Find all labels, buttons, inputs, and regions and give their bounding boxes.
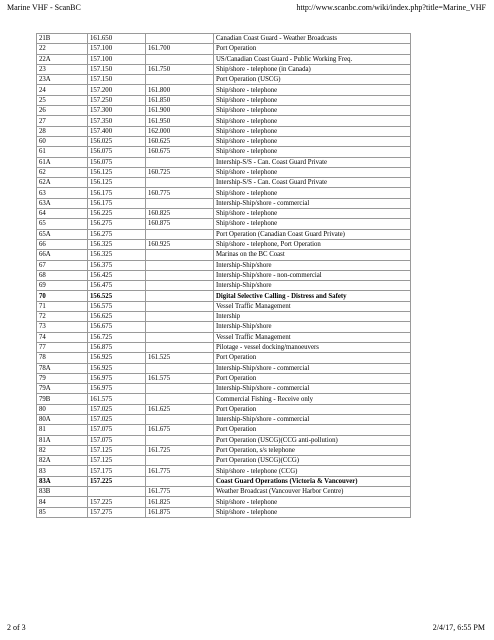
channel-cell: 80A (37, 414, 88, 424)
shore-tx-frequency-cell (146, 291, 214, 301)
page-header-title: Marine VHF - ScanBC (7, 3, 81, 12)
description-cell: Coast Guard Operations (Victoria & Vancouver) (214, 476, 411, 486)
channel-cell: 74 (37, 332, 88, 342)
channel-cell: 65A (37, 229, 88, 239)
channel-cell: 66A (37, 250, 88, 260)
ship-tx-frequency-cell: 157.200 (88, 85, 146, 95)
description-cell: Intership-Ship/shore (214, 260, 411, 270)
table-row (37, 219, 411, 229)
ship-tx-frequency-cell: 156.025 (88, 136, 146, 146)
description-cell: Port Operation (USCG)(CCG anti-pollution) (214, 435, 411, 445)
ship-tx-frequency-cell: 157.225 (88, 497, 146, 507)
channel-cell: 71 (37, 301, 88, 311)
channel-cell: 26 (37, 106, 88, 116)
channel-cell: 22 (37, 44, 88, 54)
shore-tx-frequency-cell: 161.575 (146, 373, 214, 383)
table-row (37, 281, 411, 291)
channel-table (36, 33, 411, 518)
channel-cell: 66 (37, 239, 88, 249)
channel-cell: 79A (37, 384, 88, 394)
description-cell: Marinas on the BC Coast (214, 250, 411, 260)
description-cell: Weather Broadcast (Vancouver Harbor Centre) (214, 487, 411, 497)
ship-tx-frequency-cell: 157.125 (88, 456, 146, 466)
description-cell: Canadian Coast Guard - Weather Broadcasts (214, 34, 411, 44)
channel-cell: 67 (37, 260, 88, 270)
shore-tx-frequency-cell (146, 322, 214, 332)
table-row (37, 394, 411, 404)
channel-cell: 60 (37, 136, 88, 146)
shore-tx-frequency-cell (146, 54, 214, 64)
table-row (37, 64, 411, 74)
description-cell: Ship/shore - telephone (214, 147, 411, 157)
channel-cell: 72 (37, 312, 88, 322)
table-row (37, 229, 411, 239)
shore-tx-frequency-cell (146, 456, 214, 466)
channel-cell: 24 (37, 85, 88, 95)
shore-tx-frequency-cell (146, 332, 214, 342)
table-row (37, 322, 411, 332)
shore-tx-frequency-cell: 162.000 (146, 126, 214, 136)
shore-tx-frequency-cell: 160.625 (146, 136, 214, 146)
ship-tx-frequency-cell: 156.175 (88, 188, 146, 198)
description-cell: Ship/shore - telephone (214, 219, 411, 229)
table-row (37, 147, 411, 157)
channel-cell: 28 (37, 126, 88, 136)
channel-cell: 61 (37, 147, 88, 157)
ship-tx-frequency-cell: 157.275 (88, 507, 146, 517)
ship-tx-frequency-cell: 156.875 (88, 342, 146, 352)
shore-tx-frequency-cell: 161.950 (146, 116, 214, 126)
channel-cell: 82A (37, 456, 88, 466)
description-cell: Ship/shore - telephone (214, 209, 411, 219)
ship-tx-frequency-cell: 157.175 (88, 466, 146, 476)
description-cell: Intership-S/S - Can. Coast Guard Private (214, 157, 411, 167)
table-row (37, 497, 411, 507)
channel-cell: 79 (37, 373, 88, 383)
description-cell: Port Operation (Canadian Coast Guard Private) (214, 229, 411, 239)
ship-tx-frequency-cell: 156.925 (88, 353, 146, 363)
shore-tx-frequency-cell: 160.925 (146, 239, 214, 249)
description-cell: Commercial Fishing - Receive only (214, 394, 411, 404)
shore-tx-frequency-cell: 161.625 (146, 404, 214, 414)
ship-tx-frequency-cell: 156.075 (88, 147, 146, 157)
shore-tx-frequency-cell (146, 312, 214, 322)
description-cell: US/Canadian Coast Guard - Public Working Freq. (214, 54, 411, 64)
channel-cell: 83B (37, 487, 88, 497)
description-cell: Digital Selective Calling - Distress and Safety (214, 291, 411, 301)
shore-tx-frequency-cell (146, 75, 214, 85)
description-cell: Pilotage - vessel docking/manoeuvers (214, 342, 411, 352)
table-row (37, 250, 411, 260)
description-cell: Ship/shore - telephone (214, 116, 411, 126)
shore-tx-frequency-cell: 160.875 (146, 219, 214, 229)
channel-cell: 21B (37, 34, 88, 44)
table-row (37, 157, 411, 167)
description-cell: Port Operation (214, 425, 411, 435)
ship-tx-frequency-cell: 156.675 (88, 322, 146, 332)
description-cell: Ship/shore - telephone (214, 167, 411, 177)
description-cell: Port Operation (214, 404, 411, 414)
ship-tx-frequency-cell: 156.175 (88, 198, 146, 208)
shore-tx-frequency-cell: 161.525 (146, 353, 214, 363)
channel-cell: 70 (37, 291, 88, 301)
description-cell: Vessel Traffic Management (214, 301, 411, 311)
table-row (37, 291, 411, 301)
channel-cell: 25 (37, 95, 88, 105)
shore-tx-frequency-cell: 161.675 (146, 425, 214, 435)
ship-tx-frequency-cell: 156.125 (88, 178, 146, 188)
shore-tx-frequency-cell: 161.825 (146, 497, 214, 507)
description-cell: Intership (214, 312, 411, 322)
shore-tx-frequency-cell (146, 342, 214, 352)
ship-tx-frequency-cell (88, 487, 146, 497)
ship-tx-frequency-cell: 156.475 (88, 281, 146, 291)
ship-tx-frequency-cell: 156.325 (88, 250, 146, 260)
ship-tx-frequency-cell: 156.725 (88, 332, 146, 342)
table-row (37, 425, 411, 435)
table-row (37, 435, 411, 445)
channel-cell: 68 (37, 270, 88, 280)
channel-cell: 23A (37, 75, 88, 85)
ship-tx-frequency-cell: 156.225 (88, 209, 146, 219)
ship-tx-frequency-cell: 156.425 (88, 270, 146, 280)
channel-cell: 78 (37, 353, 88, 363)
ship-tx-frequency-cell: 157.025 (88, 404, 146, 414)
channel-cell: 85 (37, 507, 88, 517)
channel-table-body (37, 34, 411, 518)
description-cell: Ship/shore - telephone (in Canada) (214, 64, 411, 74)
table-row (37, 404, 411, 414)
shore-tx-frequency-cell (146, 281, 214, 291)
table-row (37, 209, 411, 219)
ship-tx-frequency-cell: 157.400 (88, 126, 146, 136)
table-row (37, 270, 411, 280)
ship-tx-frequency-cell: 157.075 (88, 425, 146, 435)
ship-tx-frequency-cell: 156.625 (88, 312, 146, 322)
channel-cell: 63A (37, 198, 88, 208)
ship-tx-frequency-cell: 156.125 (88, 167, 146, 177)
ship-tx-frequency-cell: 156.075 (88, 157, 146, 167)
ship-tx-frequency-cell: 156.925 (88, 363, 146, 373)
table-row (37, 126, 411, 136)
shore-tx-frequency-cell (146, 414, 214, 424)
table-row (37, 301, 411, 311)
channel-cell: 83 (37, 466, 88, 476)
description-cell: Intership-Ship/shore (214, 322, 411, 332)
shore-tx-frequency-cell: 160.825 (146, 209, 214, 219)
table-row (37, 75, 411, 85)
description-cell: Intership-Ship/shore (214, 281, 411, 291)
shore-tx-frequency-cell: 160.675 (146, 147, 214, 157)
channel-cell: 63 (37, 188, 88, 198)
table-row (37, 466, 411, 476)
table-row (37, 507, 411, 517)
shore-tx-frequency-cell: 161.800 (146, 85, 214, 95)
ship-tx-frequency-cell: 156.975 (88, 384, 146, 394)
table-row (37, 106, 411, 116)
table-row (37, 332, 411, 342)
shore-tx-frequency-cell (146, 270, 214, 280)
description-cell: Port Operation (USCG)(CCG) (214, 456, 411, 466)
ship-tx-frequency-cell: 161.575 (88, 394, 146, 404)
description-cell: Ship/shore - telephone, Port Operation (214, 239, 411, 249)
ship-tx-frequency-cell: 157.125 (88, 445, 146, 455)
channel-cell: 23 (37, 64, 88, 74)
description-cell: Intership-Ship/shore - commercial (214, 198, 411, 208)
ship-tx-frequency-cell: 156.525 (88, 291, 146, 301)
channel-cell: 78A (37, 363, 88, 373)
ship-tx-frequency-cell: 156.575 (88, 301, 146, 311)
description-cell: Vessel Traffic Management (214, 332, 411, 342)
description-cell: Port Operation (USCG) (214, 75, 411, 85)
table-row (37, 54, 411, 64)
ship-tx-frequency-cell: 157.075 (88, 435, 146, 445)
table-row (37, 85, 411, 95)
channel-cell: 81A (37, 435, 88, 445)
shore-tx-frequency-cell (146, 435, 214, 445)
table-row (37, 363, 411, 373)
description-cell: Port Operation (214, 353, 411, 363)
table-row (37, 476, 411, 486)
description-cell: Ship/shore - telephone (CCG) (214, 466, 411, 476)
channel-cell: 27 (37, 116, 88, 126)
ship-tx-frequency-cell: 156.975 (88, 373, 146, 383)
channel-cell: 64 (37, 209, 88, 219)
description-cell: Intership-Ship/shore - commercial (214, 414, 411, 424)
ship-tx-frequency-cell: 157.100 (88, 54, 146, 64)
shore-tx-frequency-cell: 160.775 (146, 188, 214, 198)
shore-tx-frequency-cell (146, 260, 214, 270)
shore-tx-frequency-cell (146, 476, 214, 486)
shore-tx-frequency-cell (146, 363, 214, 373)
shore-tx-frequency-cell (146, 34, 214, 44)
table-row (37, 167, 411, 177)
description-cell: Ship/shore - telephone (214, 507, 411, 517)
table-row (37, 342, 411, 352)
ship-tx-frequency-cell: 157.025 (88, 414, 146, 424)
description-cell: Intership-Ship/shore - commercial (214, 384, 411, 394)
shore-tx-frequency-cell: 161.775 (146, 487, 214, 497)
table-row (37, 373, 411, 383)
table-row (37, 312, 411, 322)
table-row (37, 487, 411, 497)
page-header-url: http://www.scanbc.com/wiki/index.php?title=Marine_VHF (296, 3, 486, 12)
ship-tx-frequency-cell: 156.275 (88, 229, 146, 239)
table-row (37, 44, 411, 54)
ship-tx-frequency-cell: 156.375 (88, 260, 146, 270)
ship-tx-frequency-cell: 157.225 (88, 476, 146, 486)
channel-cell: 84 (37, 497, 88, 507)
table-row (37, 445, 411, 455)
shore-tx-frequency-cell: 161.700 (146, 44, 214, 54)
description-cell: Ship/shore - telephone (214, 85, 411, 95)
shore-tx-frequency-cell: 161.725 (146, 445, 214, 455)
description-cell: Port Operation (214, 373, 411, 383)
shore-tx-frequency-cell (146, 394, 214, 404)
description-cell: Ship/shore - telephone (214, 106, 411, 116)
description-cell: Ship/shore - telephone (214, 497, 411, 507)
shore-tx-frequency-cell: 161.750 (146, 64, 214, 74)
ship-tx-frequency-cell: 157.350 (88, 116, 146, 126)
description-cell: Intership-Ship/shore - commercial (214, 363, 411, 373)
shore-tx-frequency-cell (146, 198, 214, 208)
print-datetime: 2/4/17, 6:55 PM (432, 623, 485, 632)
description-cell: Port Operation (214, 44, 411, 54)
shore-tx-frequency-cell (146, 157, 214, 167)
shore-tx-frequency-cell: 160.725 (146, 167, 214, 177)
shore-tx-frequency-cell: 161.875 (146, 507, 214, 517)
description-cell: Ship/shore - telephone (214, 188, 411, 198)
table-row (37, 178, 411, 188)
ship-tx-frequency-cell: 157.300 (88, 106, 146, 116)
shore-tx-frequency-cell: 161.850 (146, 95, 214, 105)
description-cell: Port Operation, s/s telephone (214, 445, 411, 455)
ship-tx-frequency-cell: 157.100 (88, 44, 146, 54)
table-row (37, 34, 411, 44)
shore-tx-frequency-cell (146, 301, 214, 311)
channel-cell: 61A (37, 157, 88, 167)
description-cell: Intership-Ship/shore - non-commercial (214, 270, 411, 280)
description-cell: Ship/shore - telephone (214, 95, 411, 105)
channel-cell: 62 (37, 167, 88, 177)
channel-cell: 79B (37, 394, 88, 404)
channel-cell: 65 (37, 219, 88, 229)
channel-cell: 82 (37, 445, 88, 455)
table-row (37, 384, 411, 394)
page-number: 2 of 3 (7, 623, 26, 632)
shore-tx-frequency-cell: 161.775 (146, 466, 214, 476)
table-row (37, 136, 411, 146)
description-cell: Intership-S/S - Can. Coast Guard Private (214, 178, 411, 188)
table-row (37, 95, 411, 105)
table-row (37, 456, 411, 466)
table-row (37, 198, 411, 208)
ship-tx-frequency-cell: 157.150 (88, 64, 146, 74)
ship-tx-frequency-cell: 161.650 (88, 34, 146, 44)
channel-cell: 81 (37, 425, 88, 435)
shore-tx-frequency-cell (146, 229, 214, 239)
description-cell: Ship/shore - telephone (214, 126, 411, 136)
channel-cell: 77 (37, 342, 88, 352)
ship-tx-frequency-cell: 156.275 (88, 219, 146, 229)
channel-cell: 73 (37, 322, 88, 332)
table-row (37, 260, 411, 270)
shore-tx-frequency-cell: 161.900 (146, 106, 214, 116)
ship-tx-frequency-cell: 157.250 (88, 95, 146, 105)
description-cell: Ship/shore - telephone (214, 136, 411, 146)
shore-tx-frequency-cell (146, 384, 214, 394)
channel-cell: 83A (37, 476, 88, 486)
table-row (37, 239, 411, 249)
table-row (37, 116, 411, 126)
table-row (37, 353, 411, 363)
ship-tx-frequency-cell: 156.325 (88, 239, 146, 249)
channel-cell: 22A (37, 54, 88, 64)
table-row (37, 188, 411, 198)
channel-cell: 80 (37, 404, 88, 414)
channel-cell: 62A (37, 178, 88, 188)
ship-tx-frequency-cell: 157.150 (88, 75, 146, 85)
channel-cell: 69 (37, 281, 88, 291)
shore-tx-frequency-cell (146, 250, 214, 260)
shore-tx-frequency-cell (146, 178, 214, 188)
table-row (37, 414, 411, 424)
